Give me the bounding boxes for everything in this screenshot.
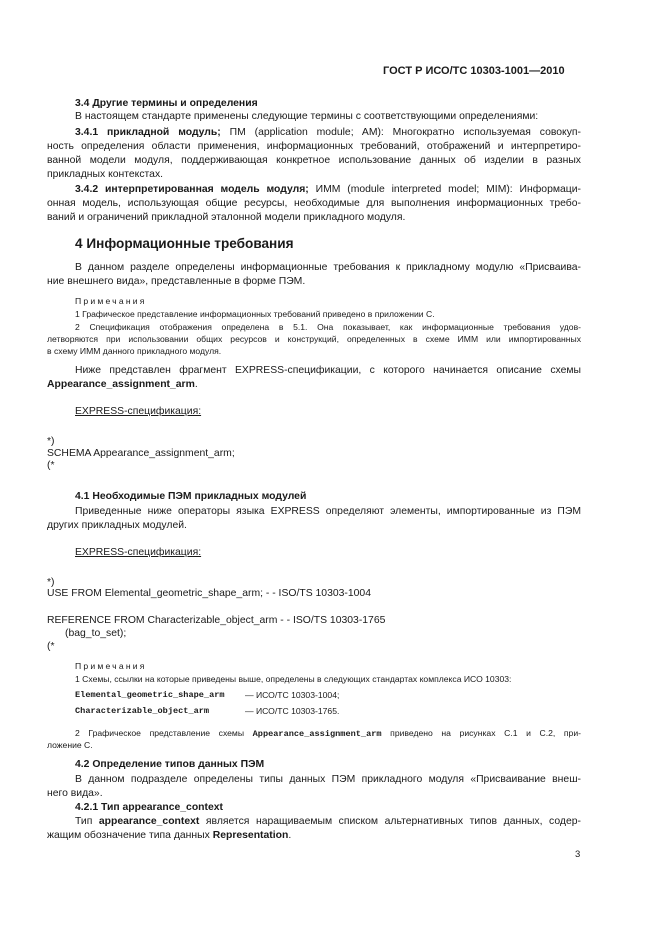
- term-3-4-2-definition: ИММ (module interpreted model; MIM): Информаци-: [315, 184, 581, 195]
- sentence-period: .: [194, 379, 198, 390]
- code-comment-open-1: (*: [47, 460, 55, 471]
- section-4-1-notes-title: Примечания: [75, 661, 147, 671]
- document-code: ГОСТ Р ИСО/ТС 10303-1001—2010: [383, 65, 565, 77]
- term-3-4-1-number: 3.4.1: [75, 127, 99, 138]
- term-3-4-1-line4: прикладных контекстах.: [47, 169, 164, 180]
- term-3-4-2-number: 3.4.2: [75, 184, 99, 195]
- section-4-1-heading: 4.1 Необходимые ПЭМ прикладных модулей: [75, 491, 307, 502]
- section-4-para1-line2: ние внешнего вида», представленные в форме ПЭМ.: [47, 276, 306, 287]
- express-spec-label-2: EXPRESS-спецификация:: [75, 547, 202, 558]
- note-2-schema-name: Appearance_assignment_arm: [252, 729, 382, 739]
- section-4-heading: 4 Информационные требования: [75, 236, 294, 251]
- section-4-note-2-line3: в схему ИММ данного прикладного модуля.: [47, 346, 222, 356]
- code-comment-close-2: *): [47, 577, 55, 588]
- type-para-line2-start: жащим обозначение типа данных: [47, 830, 213, 841]
- section-4-para2-line1: Ниже представлен фрагмент EXPRESS-спецификации, с которого начинается описание схемы: [75, 365, 581, 376]
- type-para-line2-end: .: [288, 830, 292, 841]
- type-name: appearance_context: [98, 816, 200, 827]
- term-3-4-2-line2: онная модель, использующая общие ресурсы, необходимые для выполнения информационных требо-: [47, 198, 581, 209]
- code-reference-from-line: REFERENCE FROM Characterizable_object_arm - - ISO/TS 10303-1765: [47, 615, 386, 626]
- section-4-2-1-para-line1: [75, 815, 581, 828]
- section-4-2-1-para-line2: [47, 829, 291, 842]
- term-3-4-1-line3: ванной модели модуля, поддерживающая конкретное использование данных об изделии в разных: [47, 155, 581, 166]
- note-2-text-start: 2 Графическое представление схемы: [75, 728, 253, 738]
- section-4-2-1-heading-number: 4.2.1 Тип: [75, 802, 123, 813]
- section-3-4-heading: 3.4 Другие термины и определения: [75, 98, 258, 109]
- term-3-4-2-line1: [75, 183, 581, 196]
- section-4-note-2-line1: 2 Спецификация отображения определена в 5.1. Она показывает, как информационные требования удов-: [75, 322, 581, 332]
- note-2-text-end: приведено на рисунках С.1 и С.2, при-: [381, 728, 581, 738]
- code-schema-line: SCHEMA Appearance_assignment_arm;: [47, 448, 235, 459]
- code-comment-open-2: (*: [47, 641, 55, 652]
- type-para-rest: является наращиваемым списком альтернативных типов данных, содер-: [199, 816, 581, 827]
- section-4-2-1-heading: [75, 801, 223, 814]
- term-3-4-1-line2: ность определения области применения, информационных требований, отображений и интерпретиро-: [47, 141, 581, 152]
- referenced-schema-standard-1: — ИСО/ТС 10303-1004;: [245, 690, 340, 700]
- section-4-para1-line1: В данном разделе определены информационные требования к прикладному модулю «Присваива-: [75, 262, 581, 273]
- section-4-note-1: 1 Графическое представление информационных требований приведено в приложении С.: [75, 309, 435, 319]
- type-para-start: Тип: [75, 816, 99, 827]
- term-3-4-1-name: прикладной модуль;: [107, 127, 221, 138]
- section-4-1-note-2-line2: ложение С.: [47, 740, 93, 750]
- term-3-4-2-name: интерпретированная модель модуля;: [104, 184, 309, 195]
- code-comment-close-1: *): [47, 436, 55, 447]
- code-use-from-line: USE FROM Elemental_geometric_shape_arm; - - ISO/TS 10303-1004: [47, 588, 371, 599]
- section-4-2-para-line1: В данном подразделе определены типы данных ПЭМ прикладного модуля «Присваивание внеш-: [75, 774, 581, 785]
- express-spec-label-1: EXPRESS-спецификация:: [75, 406, 202, 417]
- term-3-4-1-line1: [75, 126, 581, 139]
- term-3-4-2-line3: ваний и ограничений прикладной эталонной модели прикладного модуля.: [47, 212, 406, 223]
- referenced-schema-name-1: Elemental_geometric_shape_arm: [75, 690, 225, 700]
- representation-type-name: Representation: [212, 830, 289, 841]
- section-4-2-heading: 4.2 Определение типов данных ПЭМ: [75, 759, 265, 770]
- referenced-schema-standard-2: — ИСО/ТС 10303-1765.: [245, 706, 340, 716]
- section-4-note-2-line2: летворяются при использовании общих ресурсов и конструкций, определенных в схеме ИММ или импортированных: [47, 334, 581, 344]
- section-3-4-intro: В настоящем стандарте применены следующие термины с соответствующими определениями:: [75, 111, 539, 122]
- section-4-notes-title: Примечания: [75, 296, 147, 306]
- referenced-schema-name-2: Characterizable_object_arm: [75, 706, 210, 716]
- section-4-1-para-line2: других прикладных модулей.: [47, 520, 187, 531]
- section-4-2-para-line2: него вида».: [47, 788, 103, 799]
- section-4-1-para-line1: Приведенные ниже операторы языка EXPRESS определяют элементы, импортированные из ПЭМ: [75, 506, 581, 517]
- section-4-2-1-heading-type: appearance_context: [122, 802, 223, 813]
- section-4-1-note-1: 1 Схемы, ссылки на которые приведены выше, определены в следующих стандартах комплекса ИСО 10303:: [75, 674, 512, 684]
- term-3-4-1-definition: ПМ (application module; AM): Многократно используемая совокуп-: [229, 127, 582, 138]
- code-bag-to-set-line: (bag_to_set);: [65, 628, 127, 639]
- section-4-1-note-2-line1: [75, 728, 581, 740]
- section-4-para2-line2: [47, 378, 198, 391]
- page-number: 3: [575, 849, 581, 860]
- schema-name: Appearance_assignment_arm: [47, 379, 195, 390]
